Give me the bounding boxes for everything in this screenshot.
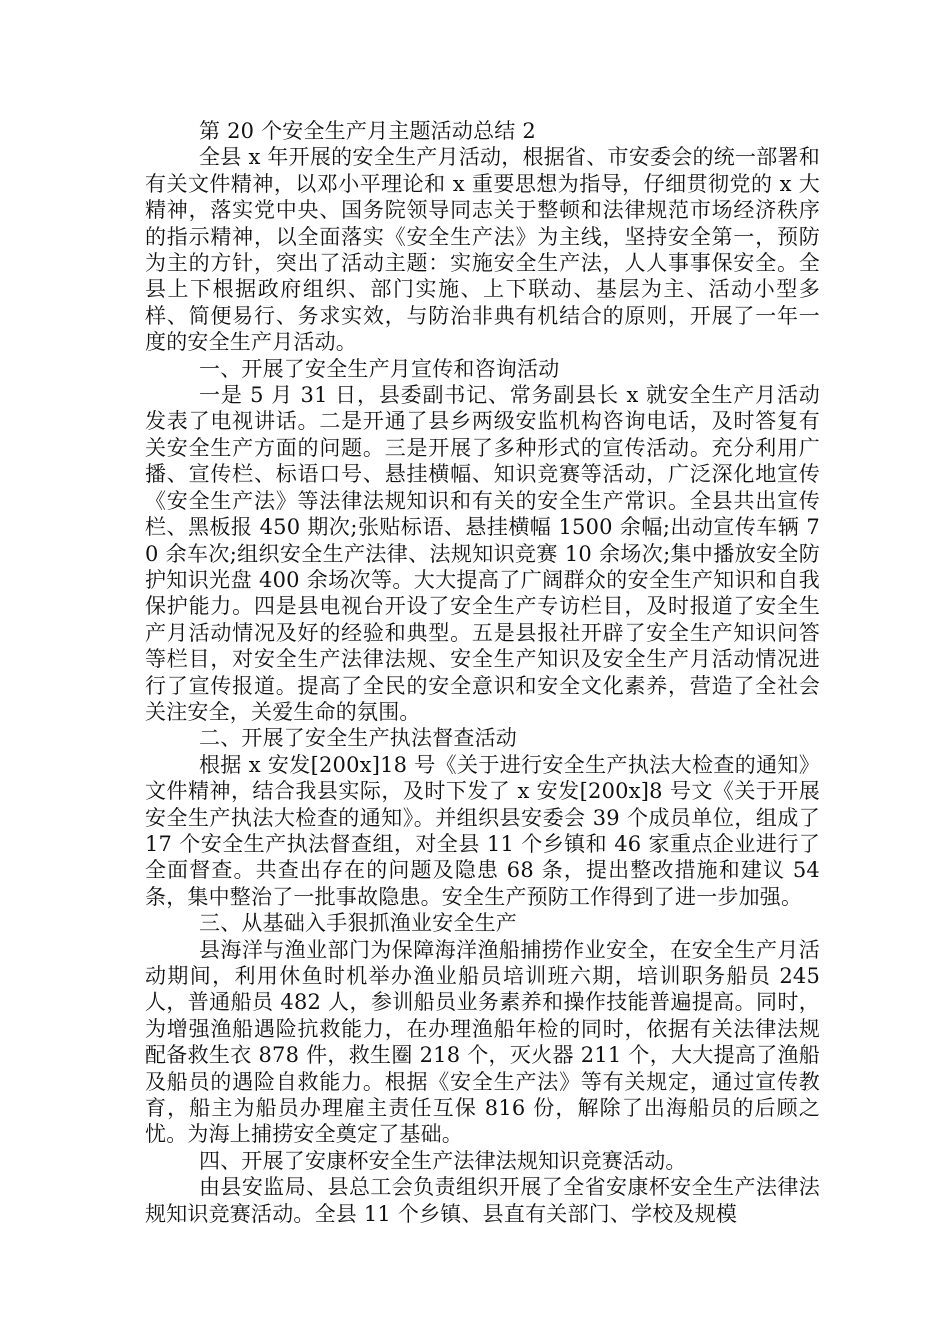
section-body-1: 一是 5 月 31 日，县委副书记、常务副县长 x 就安全生产月活动发表了电视讲话。二是开通了县乡两级安监机构咨询电话，及时答复有关安全生产方面的问题。三是开展了多种形式的宣传活动。充分利用广播、宣传栏、标语口号、悬挂横幅、知识竞赛等活动，广泛深化地宣传《安全生产法》等法律法规知识和有关的安全生产常识。全县共出宣传栏、黑板报 450 期次;张贴标语、悬挂横幅 1500 余幅;出动宣传车辆 70 余车次;组织安全生产法律、法规知识竞赛 10 余场次;集中播放安全防护知识光盘 400 余场次等。大大提高了广阔群众的安全生产知识和自我保护能力。四是县电视台开设了安全生产专访栏目，及时报道了安全生产月活动情况及好的经验和典型。五是县报社开辟了安全生产知识问答等栏目，对安全生产法律法规、安全生产知识及安全生产月活动情况进行了宣传报道。提高了全民的安全意识和安全文化素养，营造了全社会关注安全，关爱生命的氛围。 <box>145 383 820 724</box>
section-heading-4: 四、开展了安康杯安全生产法律法规知识竞赛活动。 <box>199 1148 687 1173</box>
document-title: 第 20 个安全生产月主题活动总结 2 <box>199 119 536 143</box>
section-body-3: 县海洋与渔业部门为保障海洋渔船捕捞作业安全，在安全生产月活动期间，利用休鱼时机举办渔业船员培训班六期，培训职务船员 245 人，普通船员 482 人，参训船员业务素养和操作技能普遍提高。同时，为增强渔船遇险抗救能力，在办理渔船年检的同时，依据有关法律法规配备救生衣 878 件，救生圈 218 个，灭火器 211 个，大大提高了渔船及船员的遇险自救能力。根据《安全生产法》等有关规定，通过宣传教育，船主为船员办理雇主责任互保 816 份，解除了出海船员的后顾之忧。为海上捕捞安全奠定了基础。 <box>145 937 820 1147</box>
intro-paragraph: 全县 x 年开展的安全生产月活动，根据省、市安委会的统一部署和有关文件精神，以邓小平理论和 x 重要思想为指导，仔细贯彻党的 x 大精神，落实党中央、国务院领导同志关于整顿和法律规范市场经济秩序的指示精神，以全面落实《安全生产法》为主线，坚持安全第一，预防为主的方针，突出了活动主题：实施安全生产法，人人事事保安全。全县上下根据政府组织、部门实施、上下联动、基层为主、活动小型多样、简便易行、务求实效，与防治非典有机结合的原则，开展了一年一度的安全生产月活动。 <box>145 145 820 355</box>
section-body-4: 由县安监局、县总工会负责组织开展了全省安康杯安全生产法律法规知识竞赛活动。全县 11 个乡镇、县直有关部门、学校及规模 <box>145 1175 820 1226</box>
section-heading-2: 二、开展了安全生产执法督查活动 <box>199 726 517 751</box>
document-body <box>145 118 820 1227</box>
section-heading-1: 一、开展了安全生产月宣传和咨询活动 <box>199 356 560 381</box>
section-body-2: 根据 x 安发[200x]18 号《关于进行安全生产执法大检查的通知》文件精神，结合我县实际，及时下发了 x 安发[200x]8 号文《关于开展安全生产执法大检查的通知》。并组织县安委会 39 个成员单位，组成了 17 个安全生产执法督查组，对全县 11 个乡镇和 46 家重点企业进行了全面督查。共查出存在的问题及隐患 68 条，提出整改措施和建议 54 条，集中整治了一批事故隐患。安全生产预防工作得到了进一步加强。 <box>145 752 820 909</box>
section-heading-3: 三、从基础入手狠抓渔业安全生产 <box>199 911 517 936</box>
